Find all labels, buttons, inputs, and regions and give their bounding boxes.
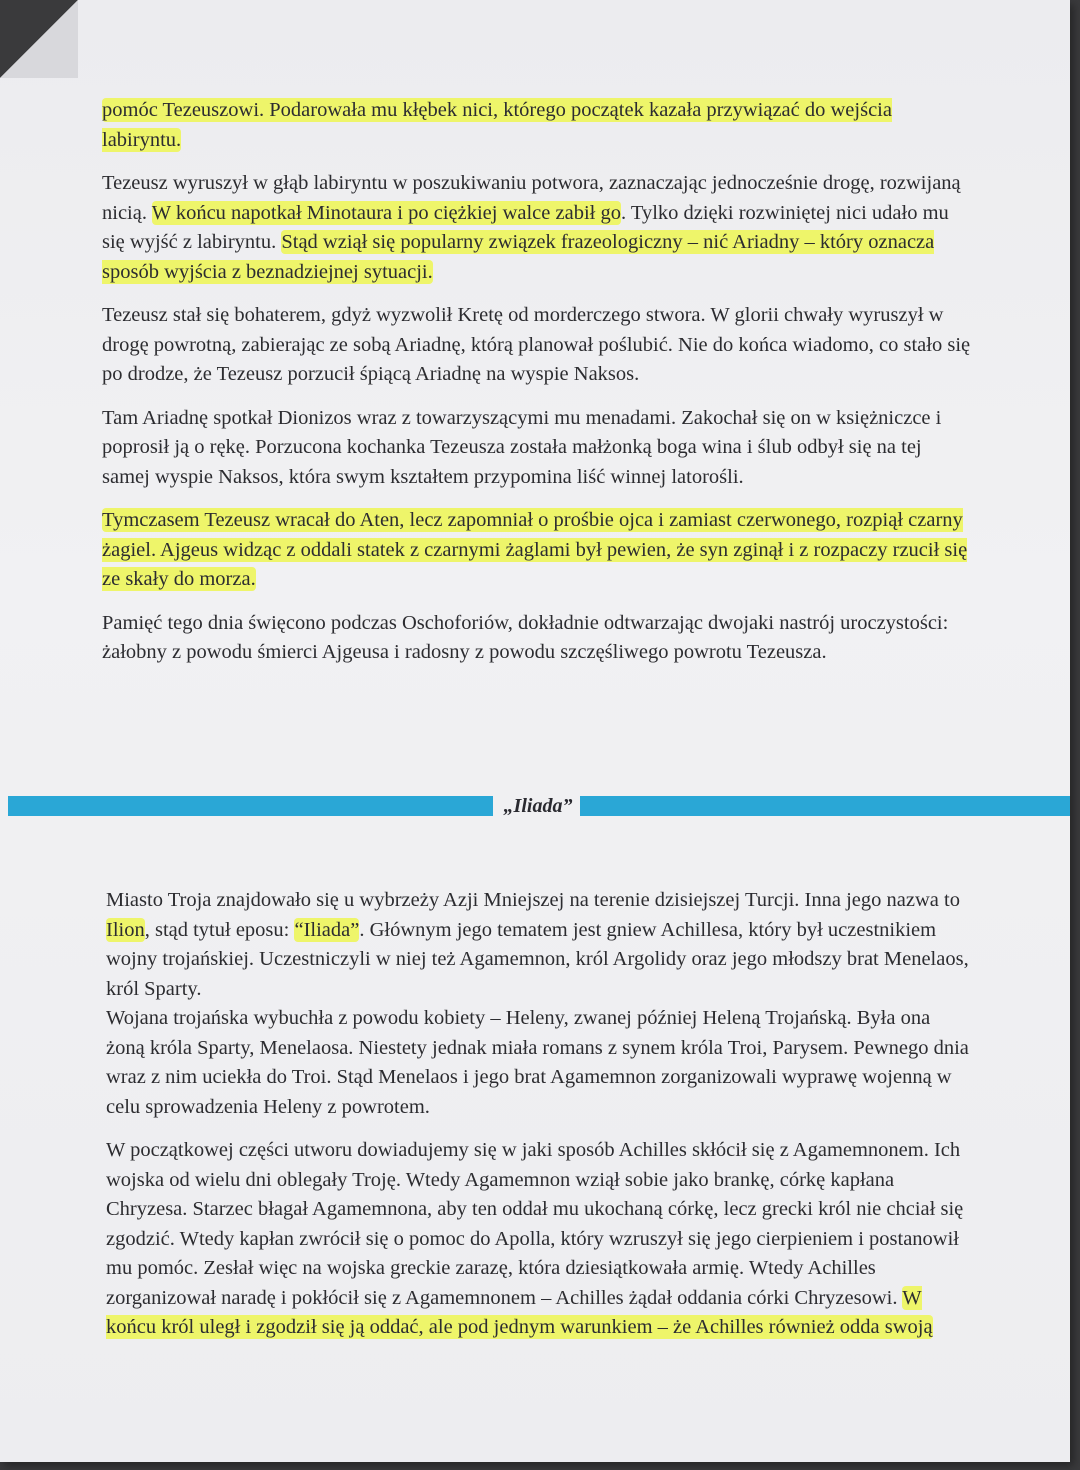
paragraph-7 bbox=[106, 886, 972, 1004]
paragraph-9 bbox=[106, 1136, 972, 1343]
highlight: W końcu napotkał Minotaura i po ciężkiej walce zabił go bbox=[151, 201, 621, 224]
divider-bar-left bbox=[8, 796, 493, 816]
paragraph-2 bbox=[102, 169, 972, 287]
paragraph-5 bbox=[102, 506, 972, 595]
folded-corner-flap bbox=[0, 0, 78, 78]
text: Miasto Troja znajdowało się u wybrzeży Azji Mniejszej na terenie dzisiejszej Turcji. Inna jego nazwa to bbox=[106, 889, 960, 911]
divider-bar-right bbox=[580, 796, 1070, 816]
paragraph-8: Wojana trojańska wybuchła z powodu kobiety – Heleny, zwanej później Heleną Trojańską. Była ona żoną króla Sparty, Menelaosa. Niestety jednak miała romans z synem króla Troi, Parysem. Pewnego dnia wraz z nim uciekła do Troi. Stąd Menelaos i jego brat Agamemnon zorganizowali wyprawę wojenną w celu sprowadzenia Heleny z powrotem. bbox=[106, 1007, 969, 1118]
section-divider bbox=[8, 790, 1070, 826]
highlight: Tymczasem Tezeusz wracał do Aten, lecz zapomniał o prośbie ojca i zamiast czerwonego, rozpiął czarny żagiel. Ajgeus widząc z oddali statek z czarnymi żaglami był pewien, że syn zginął i z rozpaczy rzucił się ze skały do morza. bbox=[102, 509, 968, 590]
highlight: “Iliada” bbox=[294, 918, 360, 941]
highlight: Ilion bbox=[106, 918, 145, 941]
text: W początkowej części utworu dowiadujemy się w jaki sposób Achilles skłócił się z Agamemnonem. Ich wojska od wielu dni oblegały Troję. Wtedy Agamemnon wziął sobie jako brankę, córkę kapłana Chryzesa. Starzec błagał Agamemnona, aby ten oddał mu ukochaną córkę, lecz grecki król nie chciał się zgodzić. Wtedy kapłan zwrócił się o pomoc do Apolla, który wzruszył się jego cierpieniem i postanowił mu pomóc. Zesłał więc na wojska greckie zarazę, która dziesiątkowała armię. Wtedy Achilles zorganizował naradę i pokłócił się z Agamemnonem – Achilles żądał oddania córki Chryzesowi. bbox=[106, 1139, 964, 1309]
paragraph-4: Tam Ariadnę spotkał Dionizos wraz z towarzyszącymi mu menadami. Zakochał się on w księżniczce i poprosił ją o rękę. Porzucona kochanka Tezeusza została małżonką boga wina i ślub odbył się na tej samej wyspie Naksos, która swym kształtem przypomina liść winnej latorośli. bbox=[102, 406, 942, 488]
text: , stąd tytuł eposu: bbox=[144, 918, 295, 941]
section-iliad bbox=[106, 886, 972, 1357]
section-title: „Iliada” bbox=[503, 795, 573, 817]
highlight: Stąd wziął się popularny związek frazeologiczny – nić Ariadny – który oznacza sposób wyjścia z beznadziejnej sytuacji. bbox=[102, 231, 935, 283]
text: . Głównym jego tematem jest gniew Achillesa, który był uczestnikiem wojny trojańskiej. Uczestniczyli w niej też Agamemnon, król Argolidy oraz jego młodszy brat Menelaos, król Sparty. bbox=[106, 918, 969, 1000]
highlight: pomóc Tezeuszowi. Podarowała mu kłębek nici, którego początek kazała przywiązać do wejścia labiryntu. bbox=[102, 99, 892, 151]
paragraph-6: Pamięć tego dnia święcono podczas Oschoforiów, dokładnie odtwarzając dwojaki nastrój uroczystości: żałobny z powodu śmierci Ajgeusa i radosny z powodu szczęśliwego powrotu Tezeusza. bbox=[102, 611, 949, 663]
highlight: W końcu król uległ i zgodził się ją oddać, ale pod jednym warunkiem – że Achilles również odda swoją bbox=[106, 1286, 933, 1338]
section-theseus bbox=[102, 96, 972, 682]
text: Tezeusz wyruszył w głąb labiryntu w poszukiwaniu potwora, zaznaczając jednocześnie drogę, rozwijaną nicią. bbox=[102, 172, 961, 224]
paragraph-1 bbox=[102, 96, 972, 155]
paragraph-3: Tezeusz stał się bohaterem, gdyż wyzwolił Kretę od morderczego stwora. W glorii chwały wyruszył w drogę powrotną, zabierając ze sobą Ariadnę, którą planował poślubić. Nie do końca wiadomo, co stało się po drodze, że Tezeusz porzucił śpiącą Ariadnę na wyspie Naksos. bbox=[102, 304, 971, 385]
text: . Tylko dzięki rozwiniętej nici udało mu się wyjść z labiryntu. bbox=[102, 201, 949, 253]
